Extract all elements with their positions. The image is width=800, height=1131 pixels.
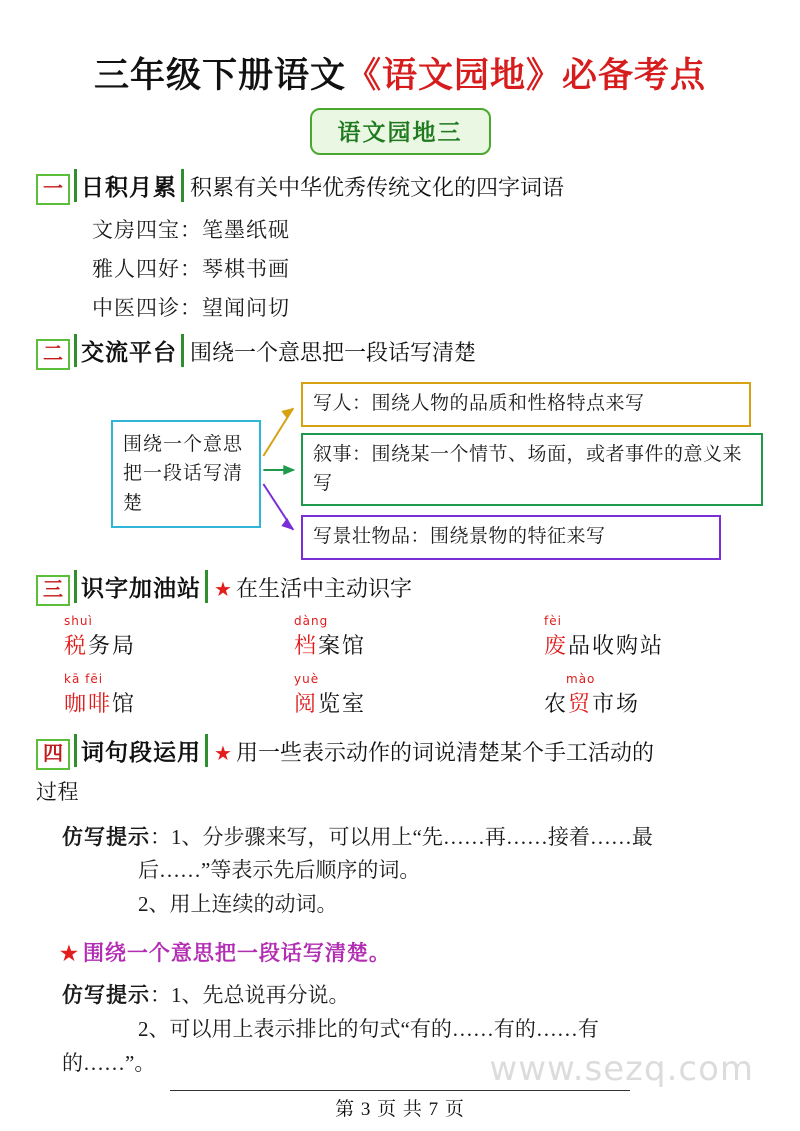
section-heading-3 — [36, 570, 764, 606]
word-text: 农贸市场 — [544, 691, 641, 716]
idiom-line: 文房四宝：笔墨纸砚 — [92, 218, 290, 242]
pinyin-word-cell — [64, 614, 294, 660]
idiom-line: 中医四诊：望闻问切 — [92, 296, 290, 320]
pinyin-label: shuì — [64, 614, 93, 628]
word-text: 咖啡馆 — [64, 691, 137, 716]
hint-block-1 — [62, 821, 764, 922]
section-label-3: 识字加油站 — [74, 570, 208, 603]
hint-line: 2、可以用上表示排比的句式“有的……有的……有 — [138, 1016, 599, 1041]
hint-line: 后……”等表示先后顺序的词。 — [138, 858, 421, 883]
hint-label: 仿写提示 — [62, 983, 150, 1008]
section-text-1: 积累有关中华优秀传统文化的四字词语 — [190, 175, 565, 200]
flow-diagram — [36, 378, 764, 558]
flow-source-box: 围绕一个意思把一段话写清楚 — [111, 420, 261, 528]
hint-line: 2、用上连续的动词。 — [138, 891, 338, 916]
section-heading-2 — [36, 334, 764, 370]
pinyin-word-grid — [64, 614, 764, 718]
watermark: www.sezq.com — [489, 1049, 754, 1089]
pinyin-label: kā fēi — [64, 672, 104, 686]
word-text: 阅览室 — [294, 691, 367, 716]
section-number-2: 二 — [36, 339, 70, 370]
pinyin-label: mào — [566, 672, 596, 686]
hint-text: 1、先总说再分说。 — [171, 983, 350, 1008]
section-number-3: 三 — [36, 575, 70, 606]
flow-box-2: 叙事：围绕某一个情节、场面，或者事件的意义来写 — [301, 433, 763, 506]
hint-colon: ： — [150, 824, 171, 849]
word-text: 档案馆 — [294, 633, 367, 658]
hint-line — [62, 821, 764, 855]
hint-colon: ： — [150, 983, 171, 1008]
hint-line: 的……”。 — [62, 1050, 156, 1075]
section-text-3: 在生活中主动识字 — [235, 576, 412, 601]
page-title-part1: 三年级下册语文 — [93, 56, 346, 95]
purple-text: 围绕一个意思把一段话写清楚。 — [82, 941, 391, 966]
pinyin-label: yuè — [294, 672, 320, 686]
section-label-1: 日积月累 — [74, 169, 184, 202]
pinyin-word-cell — [64, 672, 294, 718]
hint-line — [62, 979, 764, 1013]
star-icon: ★ — [214, 579, 232, 601]
word-text: 废品收购站 — [544, 633, 665, 658]
section-heading-1 — [36, 169, 764, 205]
section-label-4: 词句段运用 — [74, 734, 208, 767]
section-number-4: 四 — [36, 739, 70, 770]
section-text-4: 用一些表示动作的词说清楚某个手工活动的 — [235, 740, 654, 765]
purple-highlight-line — [54, 937, 764, 967]
section-label-2: 交流平台 — [74, 334, 184, 367]
star-icon: ★ — [214, 743, 232, 765]
flow-box-3: 写景壮物品：围绕景物的特征来写 — [301, 515, 721, 560]
word-text: 税务局 — [64, 633, 137, 658]
section-number-1: 一 — [36, 174, 70, 205]
section-heading-4 — [36, 734, 764, 770]
pinyin-label: dàng — [294, 614, 329, 628]
section-text-4-cont: 过程 — [36, 780, 79, 804]
page-footer — [0, 1090, 800, 1121]
star-icon: ★ — [60, 943, 79, 966]
unit-heading-wrap — [36, 108, 764, 155]
unit-heading: 语文园地三 — [310, 108, 491, 155]
page-title — [36, 48, 764, 98]
pinyin-word-cell — [294, 672, 544, 718]
idiom-line: 雅人四好：琴棋书画 — [92, 257, 290, 281]
pinyin-label: fèi — [544, 614, 562, 628]
pinyin-word-cell — [544, 672, 800, 718]
footer-text: 第 3 页 共 7 页 — [335, 1099, 465, 1120]
hint-text: 1、分步骤来写，可以用上“先……再……接着……最 — [171, 824, 653, 849]
footer-divider — [170, 1090, 630, 1091]
page-title-part2: 《语文园地》必备考点 — [346, 56, 707, 95]
pinyin-word-cell — [544, 614, 800, 660]
pinyin-word-cell — [294, 614, 544, 660]
hint-label: 仿写提示 — [62, 824, 150, 849]
flow-box-1: 写人：围绕人物的品质和性格特点来写 — [301, 382, 751, 427]
section-text-2: 围绕一个意思把一段话写清楚 — [190, 340, 477, 365]
